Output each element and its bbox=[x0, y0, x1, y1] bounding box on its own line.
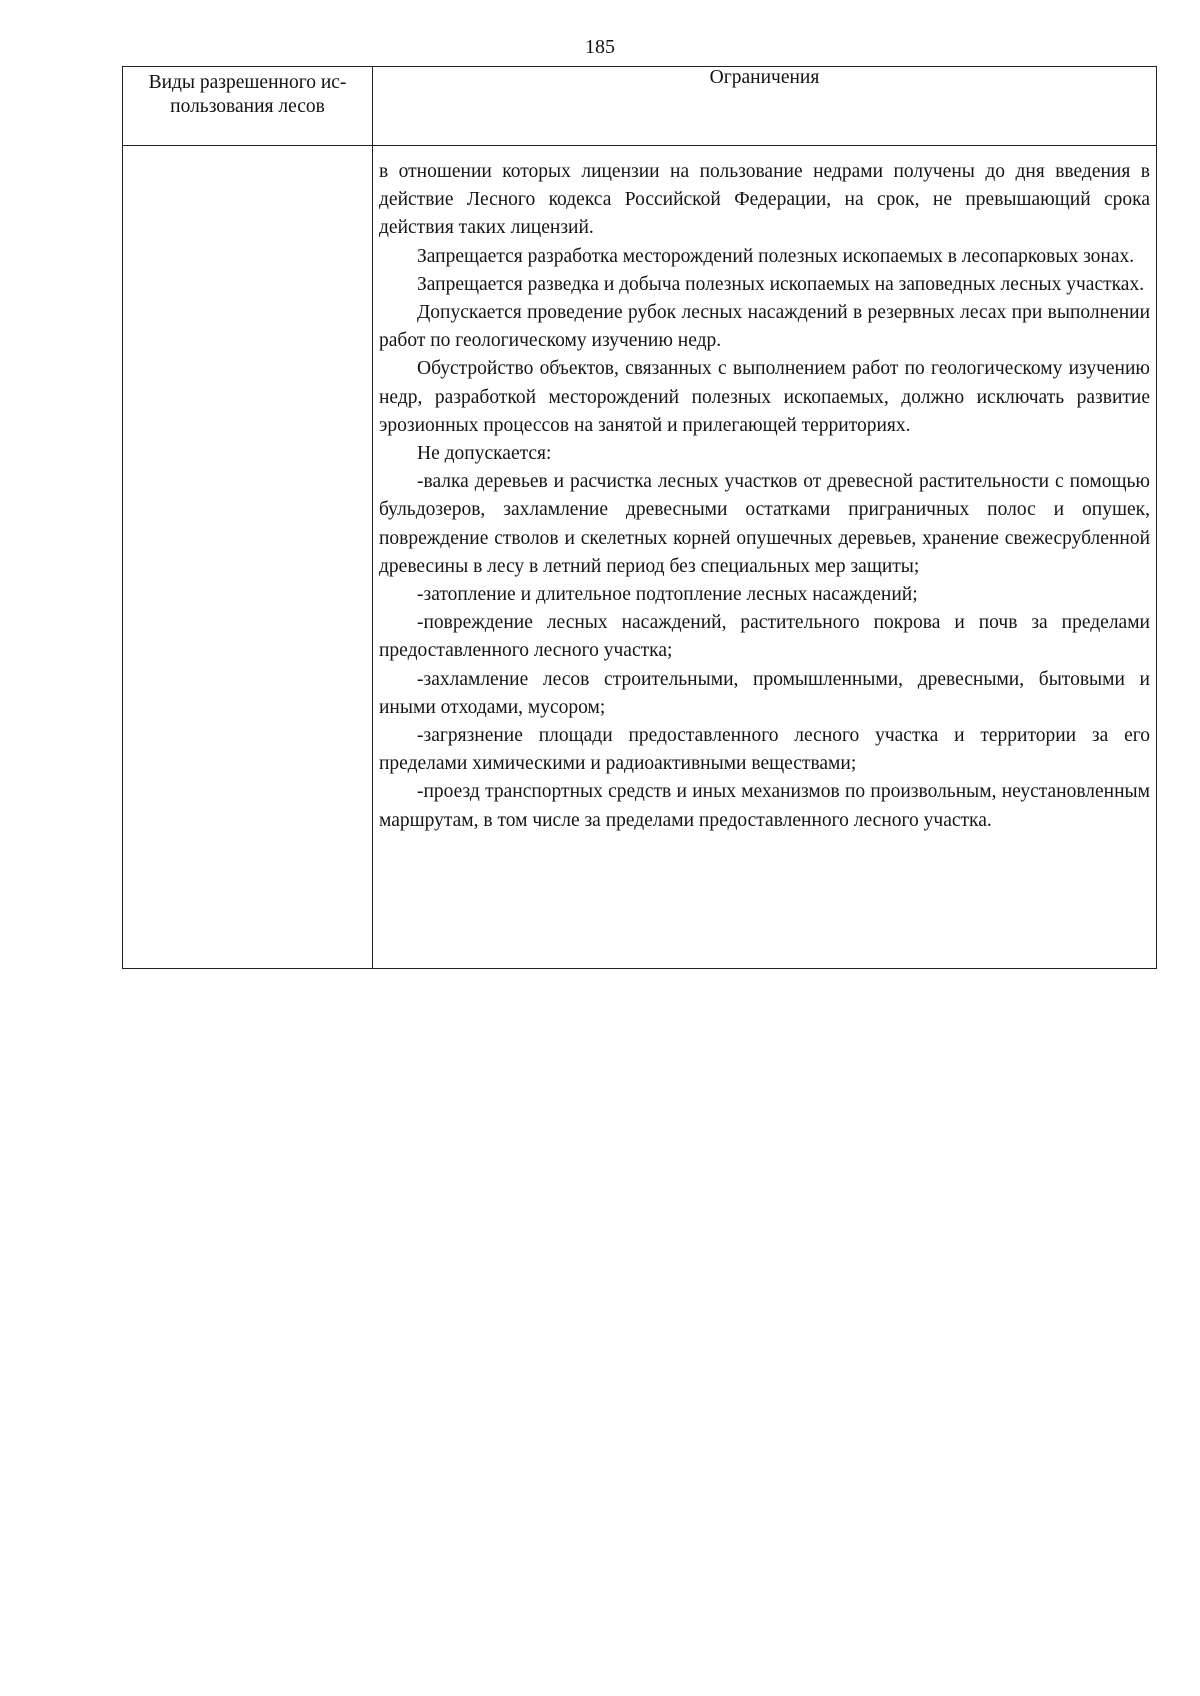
restriction-paragraph: -проезд транспортных средств и иных механизмов по произвольным, неустановленным маршрутам, в том числе за пределами предоставленного лесного участка. bbox=[379, 781, 1150, 831]
header-usage-types-line2: пользования лесов bbox=[170, 96, 325, 117]
restriction-paragraph: Не допускается: bbox=[417, 443, 552, 465]
restriction-paragraph: Допускается проведение рубок лесных насаждений в резервных лесах при выполнении работ по геологическому изучению недр. bbox=[379, 302, 1150, 352]
usage-type-cell bbox=[123, 146, 373, 969]
restriction-paragraph: Обустройство объектов, связанных с выполнением работ по геологическому изучению недр, разработкой месторождений полезных ископаемых, должно исключать развитие эрозионных процессов на занятой и прилегающей территориях. bbox=[379, 358, 1150, 436]
restriction-paragraph: -загрязнение площади предоставленного лесного участка и территории за его пределами химическими и радиоактивными веществами; bbox=[379, 725, 1150, 775]
header-usage-types bbox=[123, 67, 373, 146]
table-header-row bbox=[123, 67, 1157, 146]
restriction-paragraph: -повреждение лесных насаждений, растительного покрова и почв за пределами предоставленного лесного участка; bbox=[379, 612, 1150, 662]
header-usage-types-line1: Виды разрешенного ис- bbox=[148, 72, 347, 93]
restriction-paragraph: в отношении которых лицензии на пользование недрами получены до дня введения в действие Лесного кодекса Российской Федерации, на срок, не превышающий срока действия таких лицензий. bbox=[379, 161, 1150, 239]
restriction-paragraph: -захламление лесов строительными, промышленными, древесными, бытовыми и иными отходами, мусором; bbox=[379, 668, 1150, 718]
table-row bbox=[123, 146, 1157, 969]
page-number: 185 bbox=[585, 36, 615, 58]
restriction-paragraph: -валка деревьев и расчистка лесных участков от древесной растительности с помощью бульдозеров, захламление древесными остатками приграничных полос и опушек, повреждение стволов и скелетных корней опушечных деревьев, хранение свежесрубленной древесины в лесу в летний период без специальных мер защиты; bbox=[379, 471, 1150, 577]
restriction-paragraph: -затопление и длительное подтопление лесных насаждений; bbox=[417, 584, 918, 606]
header-restrictions: Ограничения bbox=[373, 67, 1157, 146]
restrictions-table bbox=[122, 66, 1157, 969]
restriction-paragraph: Запрещается разработка месторождений полезных ископаемых в лесопарковых зонах. bbox=[417, 245, 1135, 267]
restrictions-cell bbox=[373, 146, 1157, 969]
restriction-paragraph: Запрещается разведка и добыча полезных ископаемых на заповедных лесных участках. bbox=[417, 273, 1145, 295]
